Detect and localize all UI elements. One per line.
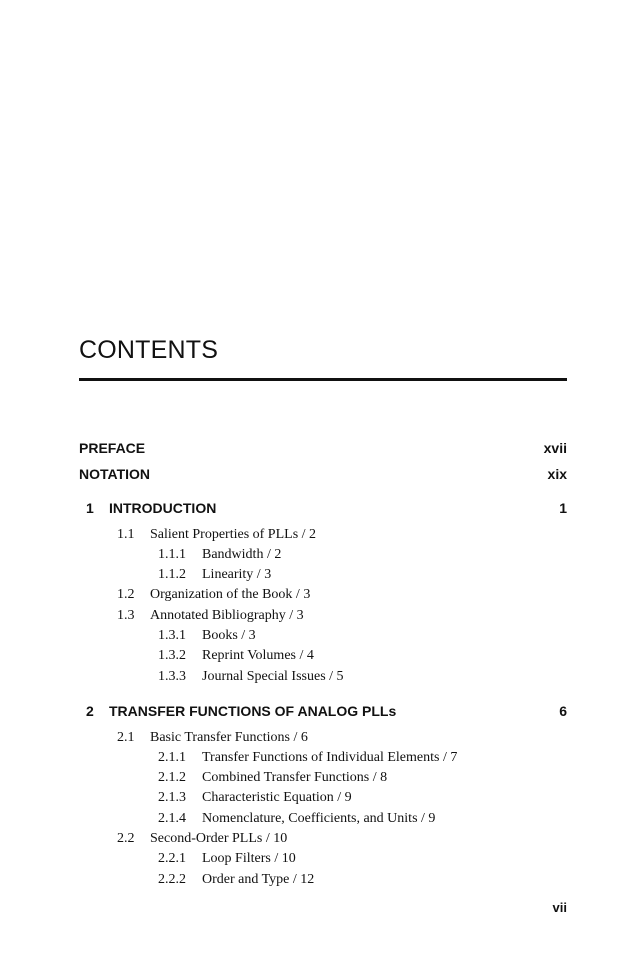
page-title: CONTENTS <box>79 336 219 364</box>
toc-subsection <box>0 669 644 689</box>
subsection-title: Books / 3 <box>202 628 256 643</box>
toc-front-matter-preface <box>0 440 644 460</box>
subsection-number: 1.1.2 <box>158 567 186 582</box>
subsection-number: 1.1.1 <box>158 547 186 562</box>
subsection-title: Transfer Functions of Individual Elements / 7 <box>202 750 458 765</box>
subsection-title: Journal Special Issues / 5 <box>202 669 344 684</box>
toc-subsection <box>0 567 644 587</box>
chapter-page: 1 <box>559 500 567 516</box>
subsection-title: Bandwidth / 2 <box>202 547 282 562</box>
toc-subsection <box>0 872 644 892</box>
chapter-number: 1 <box>86 500 94 516</box>
subsection-number: 1.3.3 <box>158 669 186 684</box>
section-number: 2.1 <box>117 730 135 745</box>
toc-section <box>0 608 644 628</box>
section-title: Annotated Bibliography / 3 <box>150 608 304 623</box>
subsection-title: Nomenclature, Coefficients, and Units / 9 <box>202 811 436 826</box>
subsection-number: 1.3.1 <box>158 628 186 643</box>
toc-section <box>0 587 644 607</box>
section-title: Basic Transfer Functions / 6 <box>150 730 308 745</box>
subsection-number: 2.2.2 <box>158 872 186 887</box>
subsection-number: 2.1.2 <box>158 770 186 785</box>
chapter-title: INTRODUCTION <box>109 500 217 516</box>
chapter-number: 2 <box>86 703 94 719</box>
front-matter-label: PREFACE <box>79 440 146 456</box>
toc-section <box>0 831 644 851</box>
toc-subsection <box>0 648 644 668</box>
subsection-title: Loop Filters / 10 <box>202 851 296 866</box>
section-number: 1.2 <box>117 587 135 602</box>
toc-subsection <box>0 811 644 831</box>
toc-front-matter-notation <box>0 466 644 486</box>
page-number: vii <box>552 900 567 915</box>
subsection-title: Combined Transfer Functions / 8 <box>202 770 388 785</box>
subsection-number: 2.1.1 <box>158 750 186 765</box>
subsection-title: Characteristic Equation / 9 <box>202 790 352 805</box>
title-rule <box>79 378 567 381</box>
chapter-page: 6 <box>559 703 567 719</box>
subsection-number: 2.1.3 <box>158 790 186 805</box>
toc-subsection <box>0 628 644 648</box>
section-title: Organization of the Book / 3 <box>150 587 311 602</box>
front-matter-page: xvii <box>543 440 567 456</box>
toc-subsection <box>0 547 644 567</box>
section-title: Salient Properties of PLLs / 2 <box>150 527 317 542</box>
subsection-title: Reprint Volumes / 4 <box>202 648 314 663</box>
toc-chapter-1 <box>0 500 644 520</box>
section-number: 1.1 <box>117 527 135 542</box>
section-title: Second-Order PLLs / 10 <box>150 831 288 846</box>
chapter-title: TRANSFER FUNCTIONS OF ANALOG PLLs <box>109 703 397 719</box>
toc-subsection <box>0 851 644 871</box>
subsection-title: Order and Type / 12 <box>202 872 315 887</box>
subsection-number: 2.2.1 <box>158 851 186 866</box>
section-number: 2.2 <box>117 831 135 846</box>
front-matter-page: xix <box>547 466 567 482</box>
front-matter-label: NOTATION <box>79 466 151 482</box>
toc-chapter-2 <box>0 703 644 723</box>
section-number: 1.3 <box>117 608 135 623</box>
toc-subsection <box>0 790 644 810</box>
subsection-number: 2.1.4 <box>158 811 186 826</box>
toc-section <box>0 730 644 750</box>
toc-subsection <box>0 750 644 770</box>
subsection-title: Linearity / 3 <box>202 567 272 582</box>
toc-section <box>0 527 644 547</box>
subsection-number: 1.3.2 <box>158 648 186 663</box>
toc-subsection <box>0 770 644 790</box>
